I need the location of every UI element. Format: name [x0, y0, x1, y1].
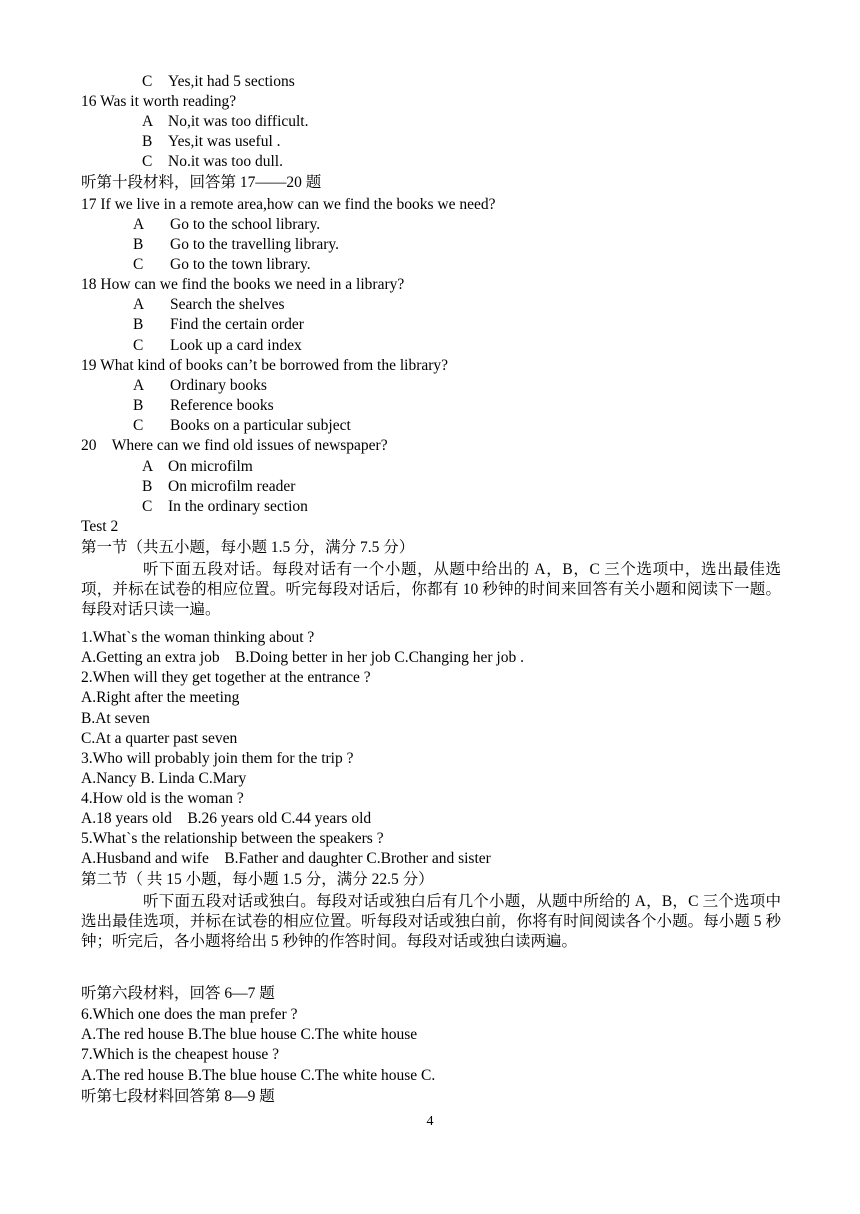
option-b-q19: B Reference books	[133, 397, 274, 414]
section-1-heading: 第一节（共五小题，每小题 1.5 分，满分 7.5 分）	[81, 539, 415, 556]
option-c-q19: C Books on a particular subject	[133, 417, 351, 434]
option-b-q18: B Find the certain order	[133, 316, 304, 333]
test2-question-4-options: A.18 years old B.26 years old C.44 years old	[81, 810, 372, 827]
question-16: 16 Was it worth reading?	[81, 93, 237, 110]
section-1-instructions: 听下面五段对话。每段对话有一个小题，从题中给出的 A，B，C 三个选项中，选出最佳选项，并标在试卷的相应位置。听完每段对话后，你都有 10 秒钟的时间来回答有关小题和阅读下一题。每段对话只读一遍。	[81, 561, 781, 619]
section-7-heading: 听第七段材料回答第 8—9 题	[81, 1088, 275, 1105]
test2-question-2-option-a: A.Right after the meeting	[81, 689, 240, 706]
page-number: 4	[426, 1114, 434, 1129]
test2-question-2-option-c: C.At a quarter past seven	[81, 730, 238, 747]
test-2-heading: Test 2	[81, 518, 119, 535]
option-a-q19: A Ordinary books	[133, 377, 267, 394]
section-2-heading: 第二节（ 共 15 小题，每小题 1.5 分，满分 22.5 分）	[81, 871, 434, 888]
option-a-q16: A No,it was too difficult.	[142, 113, 309, 130]
option-a-q18: A Search the shelves	[133, 296, 285, 313]
option-a-q17: A Go to the school library.	[133, 216, 321, 233]
test2-question-3: 3.Who will probably join them for the trip ?	[81, 750, 354, 767]
test2-question-1-options: A.Getting an extra job B.Doing better in her job C.Changing her job .	[81, 649, 524, 666]
test2-question-4: 4.How old is the woman ?	[81, 790, 244, 807]
section-2-instructions: 听下面五段对话或独白。每段对话或独白后有几个小题，从题中所给的 A，B，C 三个选项中选出最佳选项，并标在试卷的相应位置。听每段对话或独白前，你将有时间阅读各个小题。每小题 5 秒钟；听完后，各小题将给出 5 秒钟的作答时间。每段对话或独白读两遍。	[81, 893, 781, 951]
test2-question-3-options: A.Nancy B. Linda C.Mary	[81, 770, 247, 787]
option-a-q20: A On microfilm	[142, 458, 253, 475]
question-20: 20 Where can we find old issues of newspaper?	[81, 437, 388, 454]
option-c-q18: C Look up a card index	[133, 337, 302, 354]
test2-question-7-options: A.The red house B.The blue house C.The white house C.	[81, 1067, 436, 1084]
test2-question-1: 1.What`s the woman thinking about ?	[81, 629, 315, 646]
test2-question-5: 5.What`s the relationship between the speakers ?	[81, 830, 384, 847]
question-19: 19 What kind of books can’t be borrowed from the library?	[81, 357, 449, 374]
test2-question-2: 2.When will they get together at the entrance ?	[81, 669, 371, 686]
option-b-q20: B On microfilm reader	[142, 478, 296, 495]
test2-question-6-options: A.The red house B.The blue house C.The white house	[81, 1026, 418, 1043]
option-c-q17: C Go to the town library.	[133, 256, 311, 273]
test2-question-7: 7.Which is the cheapest house ?	[81, 1046, 279, 1063]
option-c-q15: C Yes,it had 5 sections	[142, 73, 295, 90]
section-6-heading: 听第六段材料，回答 6—7 题	[81, 985, 275, 1002]
test2-question-2-option-b: B.At seven	[81, 710, 150, 727]
test2-question-5-options: A.Husband and wife B.Father and daughter C.Brother and sister	[81, 850, 491, 867]
option-b-q17: B Go to the travelling library.	[133, 236, 340, 253]
option-b-q16: B Yes,it was useful .	[142, 133, 281, 150]
option-c-q16: C No.it was too dull.	[142, 153, 283, 170]
option-c-q20: C In the ordinary section	[142, 498, 308, 515]
test2-question-6: 6.Which one does the man prefer ?	[81, 1006, 298, 1023]
question-17: 17 If we live in a remote area,how can we find the books we need?	[81, 196, 496, 213]
question-18: 18 How can we find the books we need in a library?	[81, 276, 405, 293]
section-10-heading: 听第十段材料，回答第 17——20 题	[81, 174, 322, 191]
